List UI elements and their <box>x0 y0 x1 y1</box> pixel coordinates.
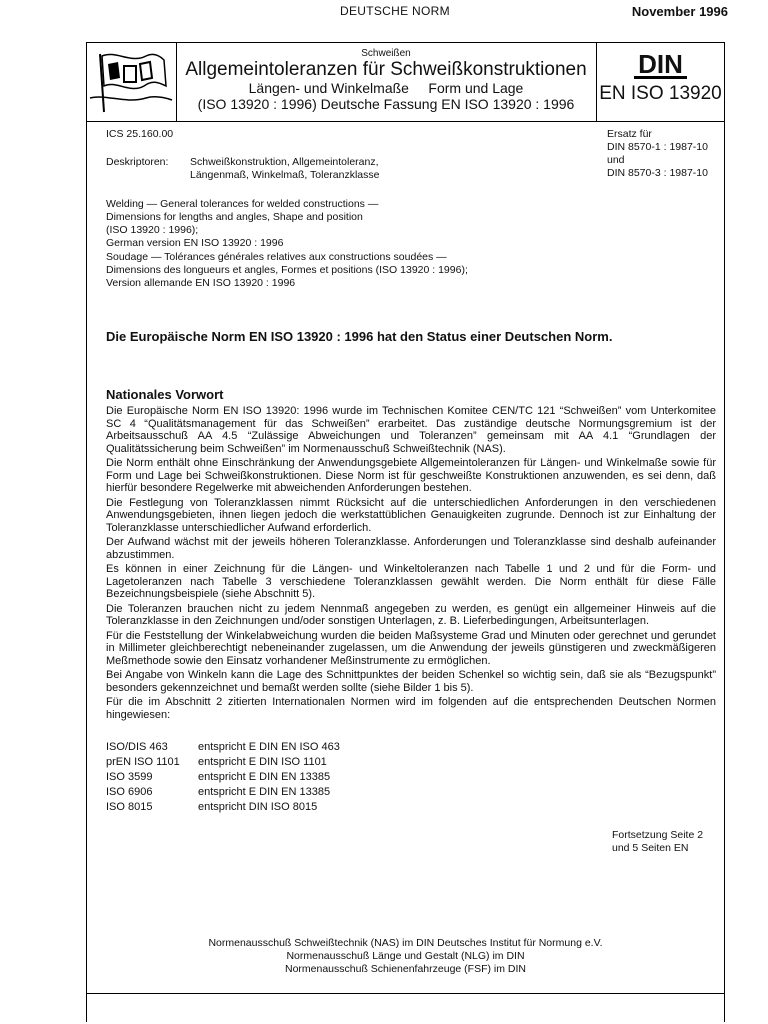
reference-code: ISO/DIS 463 <box>106 741 168 753</box>
continuation-line: Fortsetzung Seite 2 <box>612 829 704 841</box>
reference-row <box>106 771 340 786</box>
publisher-line: Normenausschuß Schienenfahrzeuge (FSF) im DIN <box>284 963 526 975</box>
reference-row <box>106 801 340 816</box>
foreword-body <box>106 405 716 723</box>
section-heading: Nationales Vorwort <box>106 387 224 402</box>
publisher-line: Normenausschuß Länge und Gestalt (NLG) im DIN <box>286 950 525 962</box>
document-title: Allgemeintoleranzen für Schweißkonstruktionen <box>185 59 587 80</box>
footer-divider <box>86 993 725 994</box>
reference-text: entspricht E DIN EN 13385 <box>198 771 331 783</box>
standard-number: EN ISO 13920 <box>599 83 722 104</box>
foreword-paragraph: Die Toleranzen brauchen nicht zu jedem Nennmaß angegeben zu werden, es genügt ein allgemeiner Hinweis auf die Toleranzklasse in den Zeichnungen und/oder sonstigen Unterlagen, z. B. Lieferbedingungen, Arbeitsunterlagen. <box>106 602 716 627</box>
title-cell <box>176 42 597 121</box>
din-cell <box>596 42 725 121</box>
french-title-line: Dimensions des longueurs et angles, Formes et positions (ISO 13920 : 1996); <box>106 264 468 276</box>
nas-logo <box>86 42 177 121</box>
continuation-note <box>612 829 703 855</box>
reference-text: entspricht E DIN ISO 1101 <box>198 756 327 768</box>
english-title-line: German version EN ISO 13920 : 1996 <box>106 237 284 249</box>
foreword-paragraph: Für die im Abschnitt 2 zitierten Internationalen Normen wird im folgenden auf die entsprechenden Deutschen Normen hingewiesen: <box>106 696 716 721</box>
english-title-line: Dimensions for lengths and angles, Shape and position <box>106 211 363 223</box>
replaces-line: DIN 8570-3 : 1987-10 <box>607 167 708 179</box>
replaces-block <box>607 128 708 180</box>
foreword-paragraph: Der Aufwand wächst mit der jeweils höheren Toleranzklasse. Anforderungen und Toleranzklasse sind deshalb aufeinander abzustimmen. <box>106 536 716 561</box>
publisher-footer <box>86 937 725 976</box>
document-subtitle-2: (ISO 13920 : 1996) Deutsche Fassung EN ISO 13920 : 1996 <box>197 96 575 112</box>
reference-code: ISO 8015 <box>106 801 153 813</box>
document-type-label: DEUTSCHE NORM <box>340 4 450 18</box>
reference-text: entspricht E DIN EN 13385 <box>198 786 331 798</box>
flag-logo-icon <box>86 42 176 121</box>
replaces-line: Ersatz für <box>607 128 652 140</box>
french-title-line: Version allemande EN ISO 13920 : 1996 <box>106 277 296 289</box>
reference-row <box>106 756 340 771</box>
foreword-paragraph: Bei Angabe von Winkeln kann die Lage des Schnittpunktes der beiden Schenkel so wichtig sein, daß sie als “Bezugspunkt” besonders gekennzeichnet und bemaßt werden sollte (siehe Bilder 1 bis 5). <box>106 669 716 694</box>
english-title <box>106 198 378 250</box>
english-title-line: (ISO 13920 : 1996); <box>106 224 199 236</box>
replaces-line: und <box>607 154 625 166</box>
title-kicker: Schweißen <box>361 48 411 59</box>
foreword-paragraph: Die Festlegung von Toleranzklassen nimmt Rücksicht auf die unterschiedlichen Anforderungen in den verschiedenen Anwendungsgebieten, ihnen liegen jedoch die werkstattüblichen Genauigkeiten zugrunde. Dennoch ist zur Einhaltung der Toleranzklasse unterschiedlicher Aufwand erforderlich. <box>106 496 716 534</box>
document-subtitle: Längen- und Winkelmaße Form und Lage <box>248 80 524 96</box>
english-title-line: Welding — General tolerances for welded constructions — <box>106 198 379 210</box>
din-mark: DIN <box>634 52 687 79</box>
reference-code: ISO 3599 <box>106 771 153 783</box>
reference-text: entspricht DIN ISO 8015 <box>198 801 318 813</box>
reference-row <box>106 786 340 801</box>
reference-table <box>106 741 340 816</box>
reference-text: entspricht E DIN EN ISO 463 <box>198 741 340 753</box>
foreword-paragraph: Für die Feststellung der Winkelabweichung wurden die beiden Maßsysteme Grad und Minuten oder gerechnet und gerundet in Millimeter gleichberechtigt nebeneinander zugelassen, um die Anwendung der jeweils günstigeren und zweckmäßigeren Meßmethode sowie den Einsatz vorhandener Meßinstrumente zu ermöglichen. <box>106 629 716 667</box>
french-title-line: Soudage — Tolérances générales relatives aux constructions soudées — <box>106 251 447 263</box>
foreword-paragraph: Die Norm enthält ohne Einschränkung der Anwendungsgebiete Allgemeintoleranzen für Längen- und Winkelmaße sowie für Form und Lage bei Schweißkonstruktionen. Diese Norm ist für geschweißte Konstruktionen anzuwenden, es sei denn, daß hierfür besondere Regelwerke mit abweichenden Anforderungen bestehen. <box>106 457 716 494</box>
descriptors-line: Längenmaß, Winkelmaß, Toleranzklasse <box>190 169 380 181</box>
descriptors-line: Schweißkonstruktion, Allgemeintoleranz, <box>190 156 379 168</box>
foreword-paragraph: Es können in einer Zeichnung für die Längen- und Winkeltoleranzen nach Tabelle 1 und 2 und für die Form- und Lagetoleranzen nach Tabelle 3 verschiedene Toleranzklassen gewählt werden. Die Norm enthält für diese Fälle Bezeichnungsbeispiele (siehe Abschnitt 5). <box>106 563 716 600</box>
replaces-line: DIN 8570-1 : 1987-10 <box>607 141 708 153</box>
reference-row <box>106 741 340 756</box>
descriptors-label: Deskriptoren: <box>106 156 169 168</box>
title-block <box>86 42 725 122</box>
french-title <box>106 251 468 290</box>
publisher-line: Normenausschuß Schweißtechnik (NAS) im DIN Deutsches Institut für Normung e.V. <box>208 937 603 949</box>
reference-code: ISO 6906 <box>106 786 153 798</box>
publication-date: November 1996 <box>631 4 728 19</box>
continuation-line: und 5 Seiten EN <box>612 842 689 854</box>
reference-code: prEN ISO 1101 <box>106 756 180 768</box>
ics-code: ICS 25.160.00 <box>106 128 174 140</box>
status-statement: Die Europäische Norm EN ISO 13920 : 1996 hat den Status einer Deutschen Norm. <box>106 329 613 344</box>
foreword-paragraph: Die Europäische Norm EN ISO 13920: 1996 wurde im Technischen Komitee CEN/TC 121 “Schweißen” vom Unterkomitee SC 4 “Qualitätsmanagement für das Schweißen” erarbeitet. Das zuständige deutsche Normungsgremium ist der Arbeitsausschuß AA 4.5 “Zulässige Abweichungen und Toleranzen” gemeinsam mit AA 4.1 “Grundlagen der Qualitätssicherung beim Schweißen” im Normenausschuß Schweißtechnik (NAS). <box>106 405 716 455</box>
